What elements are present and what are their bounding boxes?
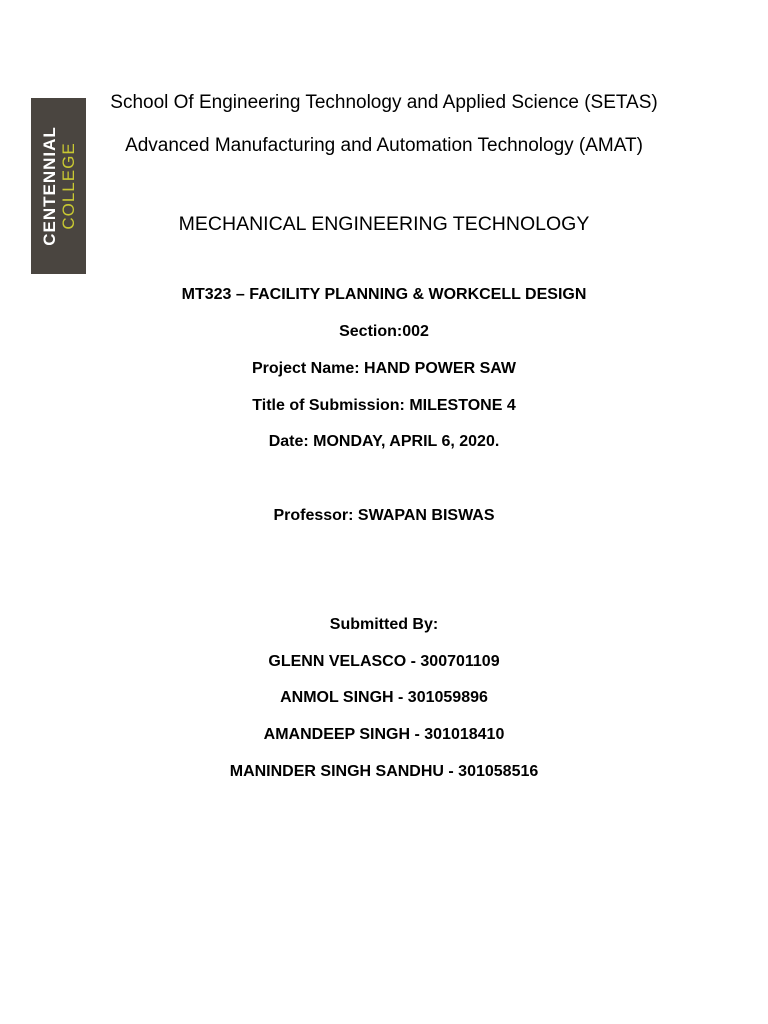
submission-date: Date: MONDAY, APRIL 6, 2020. bbox=[268, 433, 500, 450]
section: Section:002 bbox=[339, 323, 429, 340]
school-name: School Of Engineering Technology and Applied Science (SETAS) bbox=[110, 92, 658, 113]
department-name: MECHANICAL ENGINEERING TECHNOLOGY bbox=[178, 213, 590, 235]
member-1: GLENN VELASCO - 300701109 bbox=[268, 653, 500, 670]
member-2: ANMOL SINGH - 301059896 bbox=[280, 689, 488, 706]
course-title: MT323 – FACILITY PLANNING & WORKCELL DESIGN bbox=[181, 286, 587, 303]
project-name: Project Name: HAND POWER SAW bbox=[251, 360, 517, 377]
logo-line-college: COLLEGE bbox=[58, 142, 78, 230]
college-logo bbox=[31, 98, 86, 274]
member-4: MANINDER SINGH SANDHU - 301058516 bbox=[229, 763, 539, 780]
professor: Professor: SWAPAN BISWAS bbox=[273, 507, 495, 524]
submission-title: Title of Submission: MILESTONE 4 bbox=[252, 397, 516, 414]
program-name: Advanced Manufacturing and Automation Technology (AMAT) bbox=[125, 135, 643, 156]
submitted-by-label: Submitted By: bbox=[329, 616, 439, 633]
logo-line-centennial: CENTENNIAL bbox=[39, 126, 59, 246]
member-3: AMANDEEP SINGH - 301018410 bbox=[263, 726, 505, 743]
